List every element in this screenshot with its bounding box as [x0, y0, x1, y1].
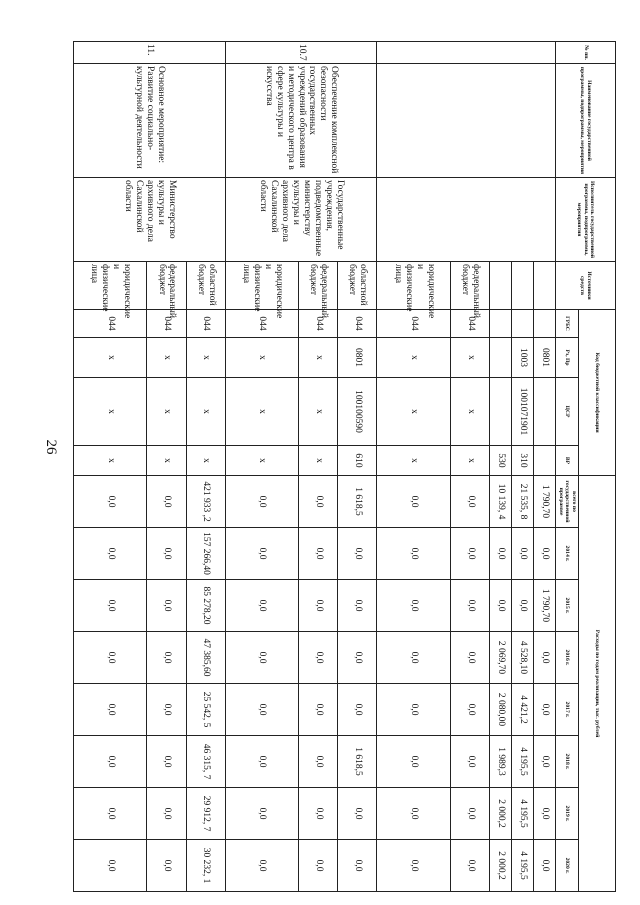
vr-code: х: [377, 446, 451, 476]
csr-code: [533, 378, 555, 446]
csr-code: х: [73, 378, 147, 446]
year-value: 47 385,60: [186, 632, 225, 684]
total-value: 0,0: [73, 476, 147, 528]
year-value: 1 790,70: [533, 580, 555, 632]
year-value: 0,0: [377, 580, 451, 632]
year-value: 4 528,10: [512, 632, 534, 684]
year-value: 0,0: [299, 684, 338, 736]
total-value: 421 933 ,2: [186, 476, 225, 528]
year-value: 29 912, 7: [186, 788, 225, 840]
year-value: 0,0: [299, 840, 338, 892]
header-expenses: Расходы по годам реализации, тыс. рублей: [579, 476, 616, 892]
year-value: 0,0: [338, 840, 377, 892]
table-row: [186, 42, 225, 892]
year-value: 85 278,20: [186, 580, 225, 632]
header-csr: ЦСР: [555, 378, 578, 446]
funding-source: юридические и физические лица: [73, 262, 147, 310]
year-value: 0,0: [225, 528, 299, 580]
year-value: 0,0: [533, 788, 555, 840]
funding-source: федеральный бюджет: [451, 262, 490, 310]
year-value: 0,0: [338, 788, 377, 840]
funding-source: [533, 262, 555, 310]
year-value: 46 315, 7: [186, 736, 225, 788]
year-value: 1 618,5: [338, 736, 377, 788]
year-value: 0,0: [147, 840, 186, 892]
vr-code: х: [73, 446, 147, 476]
measure-name: Основное мероприятие: Развитие социально-культурной деятельности: [73, 64, 225, 178]
year-value: 0,0: [377, 840, 451, 892]
header-year: 2018 г.: [555, 736, 578, 788]
table-container: [89, 41, 616, 891]
year-value: 0,0: [73, 840, 147, 892]
year-value: 0,0: [147, 788, 186, 840]
total-value: 10 139, 4: [490, 476, 512, 528]
year-value: 0,0: [533, 684, 555, 736]
year-value: 0,0: [451, 840, 490, 892]
year-value: 0,0: [73, 632, 147, 684]
measure-name: [377, 64, 555, 178]
header-vr: ВР: [555, 446, 578, 476]
year-value: 4 195,5: [512, 840, 534, 892]
year-value: 0,0: [299, 632, 338, 684]
header-grbs: ГРБС: [555, 310, 578, 338]
executor: Государственные учреждения, подведомственные министерству культуры и архивного дела Сахалинской области: [225, 178, 377, 262]
header-budget-class: Код бюджетной классификации: [579, 310, 616, 476]
year-value: 0,0: [377, 788, 451, 840]
year-value: 0,0: [451, 684, 490, 736]
table-body: [73, 42, 555, 892]
header-rzpr: Рз, Пр: [555, 338, 578, 378]
year-value: 0,0: [299, 580, 338, 632]
grbs-code: 044: [451, 310, 490, 338]
year-value: 0,0: [451, 736, 490, 788]
rzpr-code: 1003: [512, 338, 534, 378]
header-year: 2016 г.: [555, 632, 578, 684]
funding-source: юридические и физические лица: [225, 262, 299, 310]
year-value: 2 000,2: [490, 788, 512, 840]
header-year: 2019 г.: [555, 788, 578, 840]
year-value: 2 069,70: [490, 632, 512, 684]
year-value: 0,0: [73, 528, 147, 580]
grbs-code: 044: [338, 310, 377, 338]
funding-source: [490, 262, 512, 310]
csr-code: [490, 378, 512, 446]
year-value: 0,0: [512, 580, 534, 632]
total-value: 0,0: [451, 476, 490, 528]
rzpr-code: х: [186, 338, 225, 378]
total-value: 21 535, 8: [512, 476, 534, 528]
year-value: 0,0: [533, 528, 555, 580]
rzpr-code: [490, 338, 512, 378]
year-value: 30 232, 1: [186, 840, 225, 892]
year-value: 0,0: [225, 736, 299, 788]
vr-code: х: [299, 446, 338, 476]
total-value: 0,0: [377, 476, 451, 528]
year-value: 4 195,5: [512, 788, 534, 840]
row-number: [377, 42, 555, 64]
csr-code: 100100590: [338, 378, 377, 446]
year-value: 0,0: [73, 580, 147, 632]
csr-code: х: [147, 378, 186, 446]
csr-code: х: [225, 378, 299, 446]
year-value: 0,0: [451, 788, 490, 840]
grbs-code: 044: [73, 310, 147, 338]
vr-code: 530: [490, 446, 512, 476]
rzpr-code: 0801: [533, 338, 555, 378]
table-row: [533, 42, 555, 892]
year-value: 0,0: [490, 580, 512, 632]
csr-code: х: [451, 378, 490, 446]
page-number: 26: [43, 439, 59, 455]
year-value: 0,0: [225, 840, 299, 892]
rotated-table-frame: [89, 41, 616, 891]
grbs-code: [512, 310, 534, 338]
year-value: 4 195,5: [512, 736, 534, 788]
grbs-code: [490, 310, 512, 338]
funding-source: юридические и физические лица: [377, 262, 451, 310]
year-value: 0,0: [338, 528, 377, 580]
rzpr-code: х: [73, 338, 147, 378]
grbs-code: 044: [186, 310, 225, 338]
year-value: 0,0: [73, 736, 147, 788]
year-value: 0,0: [147, 736, 186, 788]
year-value: 0,0: [451, 580, 490, 632]
year-value: 0,0: [147, 684, 186, 736]
csr-code: х: [186, 378, 225, 446]
year-value: 0,0: [73, 684, 147, 736]
year-value: 0,0: [73, 788, 147, 840]
csr-code: 1001071901: [512, 378, 534, 446]
year-value: 0,0: [338, 684, 377, 736]
funding-source: федеральный бюджет: [147, 262, 186, 310]
total-value: 1 618,5: [338, 476, 377, 528]
funding-source: [512, 262, 534, 310]
year-value: 1 989,3: [490, 736, 512, 788]
row-number: 10.7: [225, 42, 377, 64]
year-value: 0,0: [225, 788, 299, 840]
total-value: 0,0: [299, 476, 338, 528]
year-value: 0,0: [533, 632, 555, 684]
grbs-code: 044: [147, 310, 186, 338]
budget-table: [73, 41, 616, 892]
year-value: 0,0: [338, 580, 377, 632]
rzpr-code: х: [377, 338, 451, 378]
vr-code: х: [186, 446, 225, 476]
year-value: 0,0: [225, 580, 299, 632]
rzpr-code: х: [225, 338, 299, 378]
total-value: 0,0: [147, 476, 186, 528]
funding-source: областной бюджет: [338, 262, 377, 310]
year-value: 0,0: [299, 736, 338, 788]
year-value: 157 266,40: [186, 528, 225, 580]
grbs-code: 044: [299, 310, 338, 338]
year-value: 0,0: [377, 684, 451, 736]
measure-name: Обеспечение комплексной безопасности государственных учреждений образования и методического центра в сфере культуры и искусства: [225, 64, 377, 178]
header-total: всего по государственной программе: [555, 476, 578, 528]
table-row: [338, 42, 377, 892]
header-no: № пп.: [555, 42, 615, 64]
header-year: 2015 г.: [555, 580, 578, 632]
vr-code: 310: [512, 446, 534, 476]
header-source: Источники средств: [555, 262, 615, 310]
year-value: 2 000,2: [490, 840, 512, 892]
header-year: 2020 г.: [555, 840, 578, 892]
year-value: 0,0: [147, 632, 186, 684]
vr-code: х: [451, 446, 490, 476]
year-value: 0,0: [451, 632, 490, 684]
year-value: 0,0: [533, 840, 555, 892]
year-value: 0,0: [377, 736, 451, 788]
grbs-code: [533, 310, 555, 338]
header-year: 2014 г.: [555, 528, 578, 580]
header-executor: Исполнитель государственной программы, подпрограммы, мероприятия: [555, 178, 615, 262]
year-value: 0,0: [299, 528, 338, 580]
year-value: 0,0: [377, 632, 451, 684]
csr-code: х: [377, 378, 451, 446]
grbs-code: 044: [377, 310, 451, 338]
year-value: 0,0: [338, 632, 377, 684]
grbs-code: 044: [225, 310, 299, 338]
row-number: 11.: [73, 42, 225, 64]
year-value: 4 421,2: [512, 684, 534, 736]
vr-code: [533, 446, 555, 476]
funding-source: областной бюджет: [186, 262, 225, 310]
year-value: 0,0: [512, 528, 534, 580]
year-value: 0,0: [533, 736, 555, 788]
year-value: 0,0: [147, 528, 186, 580]
funding-source: федеральный бюджет: [299, 262, 338, 310]
year-value: 25 542, 5: [186, 684, 225, 736]
year-value: 0,0: [490, 528, 512, 580]
header-name: Наименование государственной программы, подпрограммы, мероприятия: [555, 64, 615, 178]
year-value: 0,0: [225, 684, 299, 736]
executor: Министерство культуры и архивного дела Сахалинской области: [73, 178, 225, 262]
rzpr-code: х: [451, 338, 490, 378]
csr-code: х: [299, 378, 338, 446]
rzpr-code: х: [147, 338, 186, 378]
vr-code: х: [225, 446, 299, 476]
executor: [377, 178, 555, 262]
year-value: 0,0: [377, 528, 451, 580]
header-year: 2017 г.: [555, 684, 578, 736]
year-value: 0,0: [299, 788, 338, 840]
rzpr-code: 0801: [338, 338, 377, 378]
vr-code: 610: [338, 446, 377, 476]
rzpr-code: х: [299, 338, 338, 378]
total-value: 1 790,70: [533, 476, 555, 528]
year-value: 2 080,00: [490, 684, 512, 736]
year-value: 0,0: [451, 528, 490, 580]
year-value: 0,0: [225, 632, 299, 684]
vr-code: х: [147, 446, 186, 476]
total-value: 0,0: [225, 476, 299, 528]
year-value: 0,0: [147, 580, 186, 632]
